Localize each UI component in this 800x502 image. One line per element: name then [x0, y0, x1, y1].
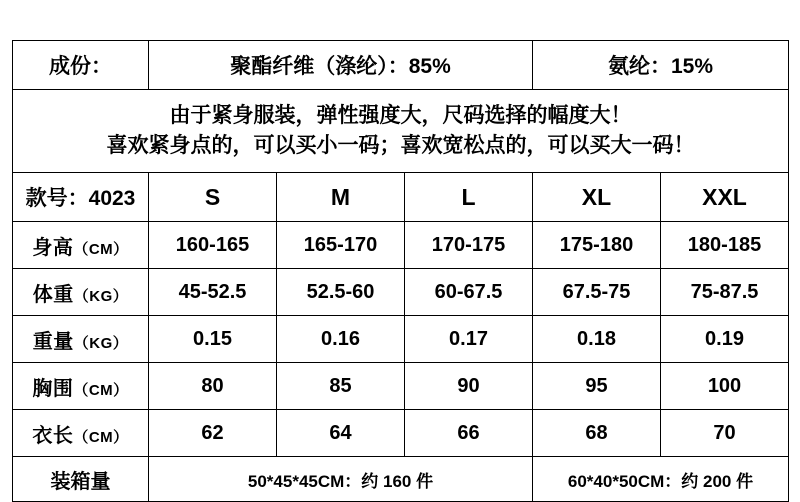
carton-value-large: 60*40*50CM：约 200 件	[533, 457, 789, 502]
size-column-xxl: XXL	[661, 173, 789, 222]
row-label-weight-body	[13, 269, 149, 316]
size-column-l: L	[405, 173, 533, 222]
composition-item-spandex: 氨纶：15%	[533, 41, 789, 90]
cell-itemweight-s: 0.15	[149, 316, 277, 363]
row-label-text: 身高	[32, 236, 74, 259]
row-label-unit: （KG）	[73, 287, 129, 305]
sizing-note-line-2: 喜欢紧身点的，可以买小一码；喜欢宽松点的，可以买大一码！	[106, 134, 695, 157]
cell-chest-l: 90	[405, 363, 533, 410]
table-row	[13, 410, 789, 457]
table-row	[13, 363, 789, 410]
cell-length-xxl: 70	[661, 410, 789, 457]
cell-itemweight-xxl: 0.19	[661, 316, 789, 363]
cell-height-xxl: 180-185	[661, 222, 789, 269]
cell-length-l: 66	[405, 410, 533, 457]
table-row	[13, 316, 789, 363]
size-column-xl: XL	[533, 173, 661, 222]
cell-height-m: 165-170	[277, 222, 405, 269]
cell-length-m: 64	[277, 410, 405, 457]
cell-chest-xl: 95	[533, 363, 661, 410]
cell-itemweight-m: 0.16	[277, 316, 405, 363]
row-label-text: 体重	[32, 283, 74, 306]
row-label-unit: （CM）	[73, 428, 129, 446]
cell-bodyweight-s: 45-52.5	[149, 269, 277, 316]
cell-height-xl: 175-180	[533, 222, 661, 269]
size-column-m: M	[277, 173, 405, 222]
row-label-unit: （KG）	[73, 334, 129, 352]
cell-itemweight-l: 0.17	[405, 316, 533, 363]
table-row	[13, 269, 789, 316]
carton-label: 装箱量	[13, 457, 149, 502]
row-label-text: 衣长	[32, 424, 74, 447]
table-row	[13, 222, 789, 269]
cell-height-s: 160-165	[149, 222, 277, 269]
cell-itemweight-xl: 0.18	[533, 316, 661, 363]
cell-chest-s: 80	[149, 363, 277, 410]
size-header-row	[13, 173, 789, 222]
size-spec-table	[12, 40, 789, 502]
composition-row	[13, 41, 789, 90]
cell-bodyweight-m: 52.5-60	[277, 269, 405, 316]
carton-value-small: 50*45*45CM：约 160 件	[149, 457, 533, 502]
cell-length-xl: 68	[533, 410, 661, 457]
composition-label: 成份：	[13, 41, 149, 90]
cell-chest-m: 85	[277, 363, 405, 410]
cell-chest-xxl: 100	[661, 363, 789, 410]
row-label-length	[13, 410, 149, 457]
sizing-note-line-1: 由于紧身服装，弹性强度大，尺码选择的幅度大！	[169, 103, 632, 127]
cell-bodyweight-xl: 67.5-75	[533, 269, 661, 316]
row-label-chest	[13, 363, 149, 410]
cell-length-s: 62	[149, 410, 277, 457]
row-label-item-weight	[13, 316, 149, 363]
composition-item-polyester: 聚酯纤维（涤纶）：85%	[149, 41, 533, 90]
cell-bodyweight-xxl: 75-87.5	[661, 269, 789, 316]
note-row	[13, 90, 789, 173]
row-label-text: 胸围	[32, 377, 74, 400]
size-column-s: S	[149, 173, 277, 222]
sizing-note	[13, 90, 789, 173]
row-label-height	[13, 222, 149, 269]
carton-row	[13, 457, 789, 502]
cell-bodyweight-l: 60-67.5	[405, 269, 533, 316]
row-label-text: 重量	[32, 330, 74, 353]
row-label-unit: （CM）	[73, 240, 129, 258]
row-label-unit: （CM）	[73, 381, 129, 399]
model-number: 款号：4023	[13, 173, 149, 222]
cell-height-l: 170-175	[405, 222, 533, 269]
